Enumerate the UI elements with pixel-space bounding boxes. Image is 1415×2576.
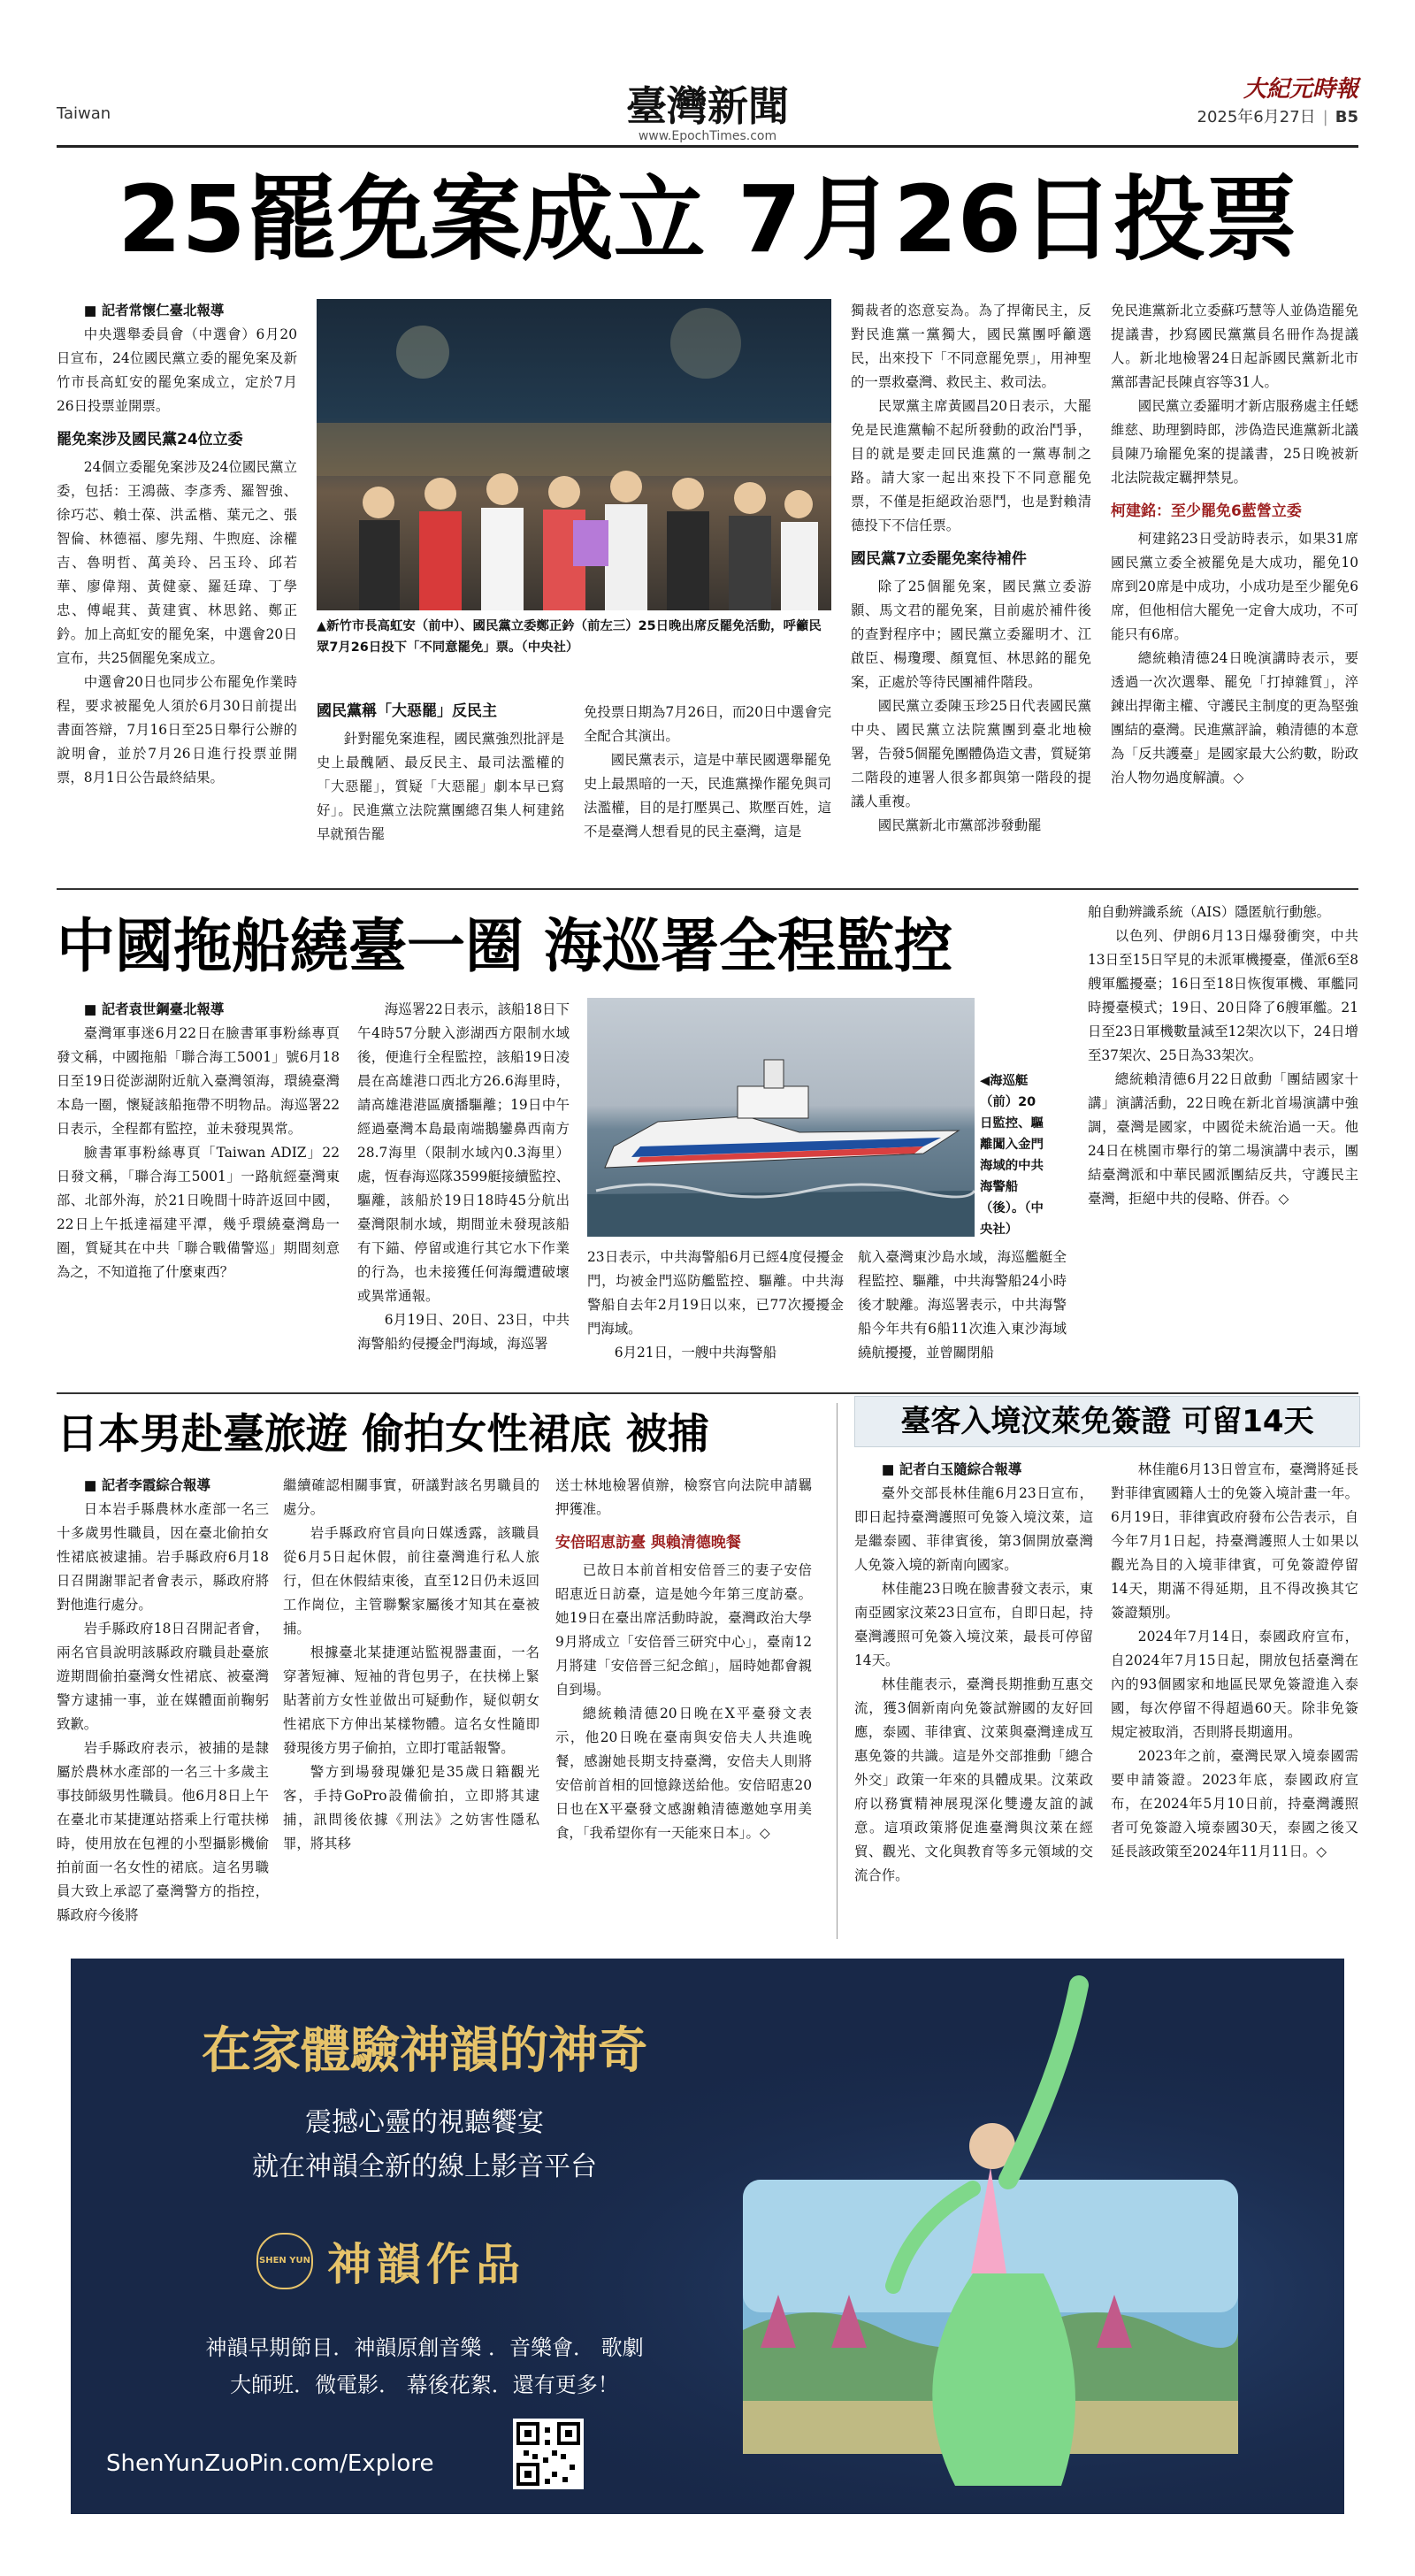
ad-list1: 神韻早期節目．神韻原創音樂 ．音樂會． 歌劇	[205, 2335, 644, 2360]
article2-para: 6月21日，一艘中共海警船	[614, 1345, 777, 1361]
article1-col5	[1111, 299, 1358, 885]
article2-para: 總統賴清德6月22日啟動「團結國家十講」演講活動，22日晚在新北首場演講中強調，臺灣是國家，中國從未統治過一天。他24日在桃園市舉行的第二場演講中表示，團結臺灣派和中華民國派團結反共，守護民主臺灣，拒絕中共的侵略、併吞。◇	[1088, 1071, 1358, 1207]
article3-col2	[283, 1474, 539, 1939]
article1-para: 中選會20日也同步公布罷免作業時程，要求被罷免人須於6月30日前提出書面答辯，7月16日至25日舉行公辦的說明會，並於7月26日進行投票並開票，8月1日公告最終結果。	[57, 674, 297, 786]
article4-para: 臺外交部長林佳龍6月23日宣布，即日起持臺灣護照可免簽入境汶萊，這是繼泰國、菲律賓後，第3個開放臺灣人免簽入境的新南向國家。	[854, 1485, 1093, 1573]
article3-para: 警方到場發現嫌犯是35歲日籍觀光客，手持GoPro設備偷拍，立即將其逮捕，訊問後依據《刑法》之妨害性隱私罪，將其移	[283, 1764, 539, 1852]
article1-para: 國民黨立委羅明才新店服務處主任蟋維慈、助理劉時郎，涉偽造民進黨新北議員陳乃瑜罷免案的提議書，25日晚被新北法院裁定羈押禁見。	[1111, 398, 1358, 486]
article1-headline: 25罷免案成立 7月26日投票	[117, 165, 1298, 273]
article1-subhead: 國民黨7立委罷免案待補件	[851, 550, 1027, 568]
section-label-en: Taiwan	[57, 104, 111, 123]
article2-byline: ■ 記者袁世鋼臺北報導	[57, 998, 340, 1022]
article3-para: 總統賴清德20日晚在X平臺發文表示，他20日晚在臺南與安倍夫人共進晚餐，感謝她長期支持臺灣，安倍夫人則將安倍前首相的回憶錄送給他。安倍昭恵20日也在X平臺發文感謝賴清德邀她享用美食，「我希望你有一天能來日本」。◇	[555, 1706, 812, 1841]
article4-para: 2023年之前，臺灣民眾入境泰國需要申請簽證。2023年底，泰國政府宣布，在2024年5月10日前，持臺灣護照者可免簽證入境泰國30天，泰國之後又延長該政策至2024年11月11日。◇	[1111, 1748, 1358, 1859]
article2-para: 海巡署22日表示，該船18日下午4時57分駛入澎湖西方限制水域後，便進行全程監控，該船19日凌晨在高雄港口西北方26.6海里時，請高雄港港區廣播驅離；19日中午經過臺灣本島最南端鵝鑾鼻西南方28.7海里（限制水域內0.3海里）處，恆春海巡隊3599艇接續監控、驅離，該船於19日18時45分航出臺灣限制水域，期間並未發現該船有下錨、停留或進行其它水下作業的行為，也未接獲任何海纜遭破壞或異常通報。	[357, 1001, 570, 1304]
article3-para: 繼續確認相關事實，研議對該名男職員的處分。	[283, 1477, 539, 1517]
article2-col3	[587, 1246, 844, 1389]
article1-para: 國民黨立委陳玉珍25日代表國民黨中央、國民黨立法院黨團到臺北地檢署，告發5個罷免團體偽造文書，質疑第二階段的連署人很多都與第一階段的提議人重複。	[851, 698, 1091, 809]
article1-photo-caption: ▲新竹市長高虹安（前中）、國民黨立委鄭正鈐（前左三）25日晚出席反罷免活動，呼籲民眾7月26日投下「不同意罷免」票。（中央社）	[317, 619, 822, 655]
masthead-rule	[57, 145, 1358, 148]
brand-logo	[256, 2233, 313, 2289]
site-url[interactable]: www.EpochTimes.com	[638, 129, 777, 143]
article1-photo	[317, 299, 831, 610]
article1-subhead: 柯建銘：至少罷免6藍營立委	[1111, 502, 1302, 520]
article4-headline: 臺客入境汶萊免簽證 可留14天	[900, 1404, 1314, 1439]
article1-col2	[317, 692, 564, 885]
article1-para: 柯建銘23日受訪時表示，如果31席國民黨立委全被罷免是大成功，罷免10席到20席是中成功，小成功是至少罷免6席，但他相信大罷免一定會大成功，不可能只有6席。	[1111, 531, 1358, 642]
article1-para: 免民進黨新北立委蘇巧慧等人並偽造罷免提議書，抄寫國民黨黨員名冊作為提議人。新北地檢署24日起訴國民黨新北市黨部書記長陳貞容等31人。	[1111, 303, 1358, 390]
article4-byline: ■ 記者白玉隨綜合報導	[854, 1458, 1093, 1482]
article2-col2	[357, 998, 570, 1389]
rally-photo-illustration	[317, 299, 831, 610]
article1-subhead: 罷免案涉及國民黨24位立委	[57, 431, 243, 448]
ad-list2: 大師班．微電影． 幕後花絮．還有更多！	[230, 2373, 619, 2397]
date-text: 2025年6月27日	[1197, 108, 1316, 126]
article3-para: 岩手縣政府表示，被捕的是隸屬於農林水產部的一名三十多歲主事技師級男性職員。他6月8日上午在臺北市某捷運站搭乘上行電扶梯時，使用放在包裡的小型攝影機偷拍前面一名女性的裙底。這名男職員大致上承認了臺灣警方的指控，縣政府今後將	[57, 1740, 269, 1923]
article4-headline-box	[854, 1396, 1360, 1447]
article1-col3	[584, 701, 831, 885]
article2-para: 6月19日、20日、23日，中共海警船約侵擾金門海域，海巡署	[357, 1312, 570, 1352]
article3-subhead: 安倍昭恵訪臺 與賴清德晚餐	[555, 1534, 741, 1552]
article1-col1	[57, 299, 297, 885]
article1-para: 針對罷免案進程，國民黨強烈批評是史上最醜陋、最反民主、最司法濫權的「大惡罷」，質疑「大惡罷」劇本早已寫好」。民進黨立法院黨團總召集人柯建銘早就預告罷	[317, 731, 564, 842]
article4-col1	[854, 1458, 1093, 1939]
article1-para: 民眾黨主席黃國昌20日表示，大罷免是民進黨輸不起所發動的政治鬥爭，目的就是要走回民進黨的一黨專制之路。請大家一起出來投下不同意罷免票，不僅是拒絕政治惡鬥，也是對賴清德投下不信任票。	[851, 398, 1091, 533]
article4-col2	[1111, 1458, 1358, 1939]
article3-headline: 日本男赴臺旅遊 偷拍女性裙底 被捕	[57, 1410, 709, 1459]
article2-photo-caption: ◀海巡艇（前）20日監控、驅離闖入金門海域的中共海警船（後）。（中央社）	[980, 1074, 1044, 1237]
section-title: 臺灣新聞	[626, 82, 789, 130]
article2-headline: 中國拖船繞臺一圈 海巡署全程監控	[57, 912, 952, 980]
section-divider	[57, 888, 1358, 890]
ad-brand: 神韻作品	[327, 2238, 525, 2290]
article4-para: 2024年7月14日，泰國政府宣布，自2024年7月15日起，開放包括臺灣在內的93個國家和地區民眾免簽證進入泰國，每次停留不得超過60天。除非免簽規定被取消，否則將長期適用。	[1111, 1629, 1358, 1740]
article2-col5	[1088, 901, 1358, 1389]
article1-para: 國民黨新北市黨部涉發動罷	[877, 817, 1042, 833]
article4-para: 林佳龍23日晚在臉書發文表示，東南亞國家汶萊23日宣布，自即日起，持臺灣護照可免簽入境汶萊，最長可停留14天。	[854, 1581, 1093, 1668]
article1-col4	[851, 299, 1091, 885]
brand-badge-text: SHEN YUN	[259, 2256, 310, 2266]
article1-para: 除了25個罷免案，國民黨立委游顥、馬文君的罷免案，目前處於補件後的查對程序中；國民黨立委羅明才、江啟臣、楊瓊瓔、顏寬恒、林思銘的罷免案，正處於等待民團補件階段。	[851, 579, 1091, 690]
article2-para: 臉書軍事粉絲專頁「Taiwan ADIZ」22日發文稱，「聯合海工5001」一路航經臺灣東部、北部外海，於21日晚間十時許返回中國，22日上午抵達福建平潭，幾乎環繞臺灣島一圈，質疑其在中共「聯合戰備警巡」期間刻意為之，不知道拖了什麼東西？	[57, 1145, 340, 1280]
qr-code-icon[interactable]	[513, 2419, 584, 2489]
article2-photo	[587, 998, 975, 1237]
article2-para: 臺灣軍事迷6月22日在臉書軍事粉絲專頁發文稱，中國拖船「聯合海工5001」號6月18日至19日從澎湖附近航入臺灣領海，環繞臺灣本島一圈，懷疑該船拖帶不明物品。海巡署22日表示，全程都有監控，並未發現異常。	[57, 1025, 340, 1137]
article4-para: 林佳龍表示，臺灣長期推動互惠交流，獲3個新南向免簽試辦國的友好回應，泰國、菲律賓、汶萊與臺灣達成互惠免簽的共識。這是外交部推動「總合外交」政策一年來的具體成果。汶萊政府以務實精神展現深化雙邊友誼的誠意。這項政策將促進臺灣與汶萊在經貿、觀光、文化與教育等多元領域的交流合作。	[854, 1676, 1093, 1883]
article2-col1	[57, 998, 340, 1389]
article3-para: 岩手縣政府官員向日媒透露，該職員從6月5日起休假，前往臺灣進行私人旅行，但在休假結束後，直至12日仍未返回工作崗位，主管聯繫家屬後才知其在臺被捕。	[283, 1525, 539, 1637]
article1-para: 中央選舉委員會（中選會）6月20日宣布，24位國民黨立委的罷免案及新竹市長高虹安的罷免案成立，定於7月26日投票並開票。	[57, 326, 297, 414]
column-divider	[837, 1403, 838, 1939]
article3-para: 已故日本前首相安倍晉三的妻子安倍昭恵近日訪臺，這是她今年第三度訪臺。她19日在臺出席活動時說，臺灣政治大學9月將成立「安倍晉三研究中心」，臺南12月將建「安倍晉三紀念館」，屆時她都會親自到場。	[555, 1562, 812, 1698]
issue-date: 2025年6月27日 | B5	[1197, 108, 1358, 126]
article1-para: 免投票日期為7月26日，而20日中選會完全配合其演出。	[584, 704, 831, 744]
article2-para: 23日表示，中共海警船6月已經4度侵擾金門，均被金門巡防艦監控、驅離。中共海警船自去年2月19日以來，已77次擾擾金門海域。	[587, 1249, 844, 1337]
article1-para: 總統賴清德24日晚演講時表示，要透過一次次選舉、罷免「打掉雜質」，淬鍊出捍衛主權、守護民主制度的更為堅強團結的臺灣。民進黨評論，賴清德的本意為「反共護臺」是國家最大公約數，盼政治人物勿過度解讀。◇	[1111, 650, 1358, 786]
article1-para: 24個立委罷免案涉及24位國民黨立委，包括：王鴻薇、李彥秀、羅智強、徐巧芯、賴士葆、洪孟楷、葉元之、張智倫、林德福、廖先翔、牛煦庭、涂權吉、魯明哲、萬美玲、呂玉玲、邱若華、廖偉翔、黃健豪、羅廷瑋、丁學忠、傅崐萁、黃建賓、林思銘、鄭正鈐。加上高虹安的罷免案，中選會20日宣布，共25個罷免案成立。	[57, 459, 297, 666]
article1-para: 獨裁者的恣意妄為。為了捍衛民主，反對民進黨一黨獨大，國民黨團呼籲選民，出來投下「不同意罷免票」，用神聖的一票救臺灣、救民主、救司法。	[851, 303, 1091, 390]
article2-para: 以色列、伊朗6月13日爆發衝突，中共13日至15日罕見的未派軍機擾臺，僅派6至8艘軍艦擾臺；16日至18日恢復軍機、軍艦同時擾臺模式；19日、20日降了6艘軍艦。21日至23日軍機數量減至12架次以下，24日增至37架次、25日為33架次。	[1088, 928, 1358, 1063]
article4-para: 林佳龍6月13日曾宣布，臺灣將延長對菲律賓國籍人士的免簽入境計畫一年。6月19日，菲律賓政府發布公告表示，自今年7月1日起，持臺灣護照人士如果以觀光為目的入境菲律賓，可免簽證停留14天，期滿不得延期，且不得改換其它簽證類別。	[1111, 1461, 1358, 1621]
coastguard-ship-illustration	[587, 998, 975, 1237]
shenyun-ad[interactable]	[71, 1959, 1344, 2514]
ad-line2: 就在神韻全新的線上影音平台	[252, 2151, 597, 2182]
ad-url[interactable]: ShenYunZuoPin.com/Explore	[106, 2450, 434, 2477]
article3-para: 送士林地檢署偵辦，檢察官向法院申請羈押獲准。	[555, 1477, 812, 1517]
article3-para: 岩手縣政府18日召開記者會，兩名官員說明該縣政府職員赴臺旅遊期間偷拍臺灣女性裙底、被臺灣警方逮捕一事，並在媒體面前鞠躬致歉。	[57, 1621, 269, 1732]
paper-logo: 大紀元時報	[1243, 76, 1358, 103]
article3-byline: ■ 記者李霞綜合報導	[57, 1474, 269, 1498]
article3-col1	[57, 1474, 269, 1939]
article1-subhead: 國民黨稱「大惡罷」反民主	[317, 702, 497, 720]
article1-para: 國民黨表示，這是中華民國選舉罷免史上最黑暗的一天，民進黨操作罷免與司法濫權，目的是打壓異己、欺壓百姓，這不是臺灣人想看見的民主臺灣，這是	[584, 752, 831, 840]
section-divider	[57, 1392, 1358, 1394]
article2-para: 航入臺灣東沙島水域，海巡艦艇全程監控、驅離，中共海警船24小時後才駛離。海巡署表示，中共海警船今年共有6船11次進入東沙海域繞航擾擾，並曾關閉船	[858, 1249, 1067, 1361]
article3-col3	[555, 1474, 812, 1939]
ad-headline: 在家體驗神韻的神奇	[202, 2022, 647, 2080]
article1-byline: ■ 記者常懷仁臺北報導	[57, 299, 297, 323]
article2-para: 舶自動辨識系統（AIS）隱匿航行動態。	[1088, 904, 1330, 920]
article3-para: 根據臺北某捷運站監視器畫面，一名穿著短褲、短袖的背包男子，在扶梯上緊貼著前方女性並做出可疑動作，疑似朝女性裙底下方伸出某樣物體。這名女性隨即發現後方男子偷拍，立即打電話報警。	[283, 1644, 539, 1756]
ad-line1: 震撼心靈的視聽饗宴	[305, 2107, 544, 2138]
article3-para: 日本岩手縣農林水產部一名三十多歲男性職員，因在臺北偷拍女性裙底被逮捕。岩手縣政府6月18日召開謝罪記者會表示，縣政府將對他進行處分。	[57, 1501, 269, 1613]
article2-col4	[858, 1246, 1067, 1389]
page-number: B5	[1335, 108, 1358, 126]
